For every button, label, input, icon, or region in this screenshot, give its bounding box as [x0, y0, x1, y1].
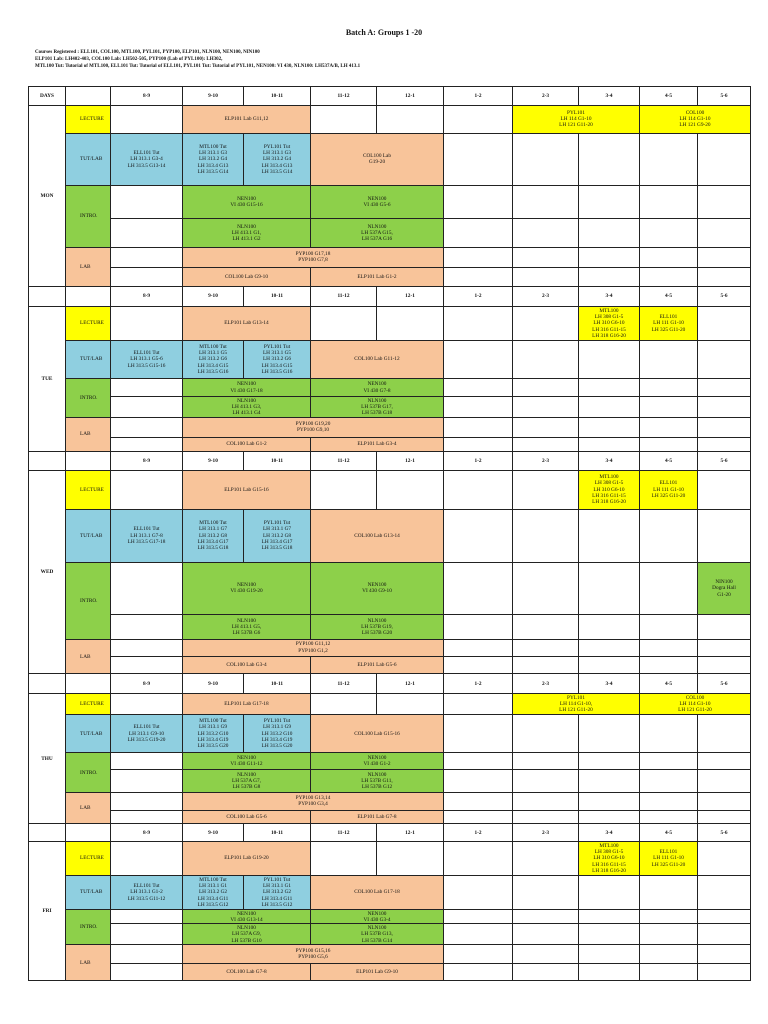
nln-cell: NLN100 LH 413.1 G3, LH 413.1 G4 [183, 397, 311, 418]
courses-registered-line: Courses Registered : ELL101, COL100, MTL100, PYL101, PYP100, ELP101, NLN100, NEN100, NIN100 [35, 50, 260, 55]
slot-header: 3-4 [579, 87, 640, 106]
slot-header: 1-2 [444, 87, 513, 106]
mtl-tut-cell: MTL100 Tut LH 313.1 G7 LH 313.2 G8 LH 313.4 G17 LH 313.5 G18 [183, 509, 244, 562]
lecture-cell: MTL100 LH 308 G1-5 LH 310 G6-10 LH 316 G11-15 LH 318 G16-20 [579, 471, 640, 510]
pyl-tut-cell: PYL101 Tut LH 313.1 G1 LH 313.2 G2 LH 313.4 G11 LH 313.5 G12 [244, 875, 311, 909]
lecture-cell: PYL101 LH 114 G1-10 LH 121 G11-20 [513, 105, 640, 133]
slot-header: 8-9 [111, 674, 183, 694]
day-label: MON [29, 105, 66, 286]
elp-lab-cell: ELP101 Lab G15-16 [183, 471, 311, 510]
nln-cell: NLN100 LH 413.1 G1, LH 413.1 G2 [183, 219, 311, 247]
nin-cell: NIN100 Dogra Hall G1-20 [698, 562, 751, 614]
lab-rooms-line: ELP101 Lab: LH402-403, COL100 Lab: LH502-505, PYP100 (Lab of PYL100): LH302, [35, 57, 223, 62]
slot-header: 11-12 [311, 87, 377, 106]
ell-tut-cell: ELL101 Tut LH 313.1 G7-8 LH 313.5 G17-18 [111, 509, 183, 562]
elp-lab-cell: ELP101 Lab G7-8 [311, 810, 444, 824]
lecture-cell: ELL101 LH 111 G1-10 LH 325 G11-20 [640, 471, 698, 510]
slot-header: 2-3 [513, 452, 579, 471]
ell-tut-cell: ELL101 Tut LH 313.1 G9-10 LH 313.5 G19-20 [111, 714, 183, 753]
slot-header: 11-12 [311, 287, 377, 307]
elp-lab-cell: ELP101 Lab G1-2 [311, 268, 444, 287]
intro-label: INTRO. [66, 186, 111, 248]
slot-header: 3-4 [579, 287, 640, 307]
lecture-label: LECTURE [66, 694, 111, 715]
nen-cell: NEN100 VI 430 G11-12 [183, 753, 311, 770]
tut-lab-label: TUT/LAB [66, 875, 111, 909]
elp-lab-cell: ELP101 Lab G11,12 [183, 105, 311, 133]
col-lab-cell: COL100 Lab G11-12 [311, 340, 444, 379]
col-lab-cell: COL100 Lab G3-4 [183, 656, 311, 674]
col-lab-cell: COL100 Lab G13-14 [311, 509, 444, 562]
slot-header: 4-5 [640, 824, 698, 842]
lab-label: LAB [66, 639, 111, 673]
elp-lab-cell: ELP101 Lab G5-6 [311, 656, 444, 674]
nln-cell: NLN100 LH 537B G17, LH 537B G18 [311, 397, 444, 418]
slot-header: 10-11 [244, 287, 311, 307]
lecture-cell: COL100 LH 114 G1-10 LH 121 G11-20 [640, 694, 751, 715]
elp-lab-cell: ELP101 Lab G9-10 [311, 964, 444, 981]
slot-header: 12-1 [377, 674, 444, 694]
lecture-cell: MTL100 LH 308 G1-5 LH 310 G6-10 LH 316 G11-15 LH 318 G16-20 [579, 842, 640, 876]
slot-header: 10-11 [244, 674, 311, 694]
slot-header: 2-3 [513, 824, 579, 842]
lab-label: LAB [66, 417, 111, 451]
slot-header: 9-10 [183, 452, 244, 471]
pyp-lab-cell: PYP100 G13,14 PYP100 G3,4 [183, 793, 444, 811]
nen-cell: NEN100 VI 430 G13-14 [183, 910, 311, 924]
slot-header: 9-10 [183, 674, 244, 694]
nen-cell: NEN100 VI 430 G17-18 [183, 379, 311, 397]
tutorial-rooms-line: MTL100 Tut: Tutorial of MTL100, ELL101 Tut: Tutorial of ELL101, PYL101 Tut: Tutorial of PYL101, NEN100: VI 430, NLN100: LH537A/B, LH 413.1 [35, 64, 361, 69]
slot-header: 1-2 [444, 824, 513, 842]
slot-header: 4-5 [640, 287, 698, 307]
slot-header: 8-9 [111, 452, 183, 471]
nen-cell: NEN100 VI 430 G3-4 [311, 910, 444, 924]
intro-label: INTRO. [66, 910, 111, 945]
slot-header: 9-10 [183, 287, 244, 307]
slot-header: 10-11 [244, 824, 311, 842]
days-header: DAYS [29, 87, 66, 106]
pyl-tut-cell: PYL101 Tut LH 313.1 G7 LH 313.2 G8 LH 313.4 G17 LH 313.5 G18 [244, 509, 311, 562]
nen-cell: NEN100 VI 430 G5-6 [311, 186, 444, 219]
slot-header: 2-3 [513, 674, 579, 694]
lecture-label: LECTURE [66, 306, 111, 340]
nln-cell: NLN100 LH 537B G11, LH 537B G12 [311, 770, 444, 793]
slot-header: 3-4 [579, 824, 640, 842]
slot-header: 5-6 [698, 452, 751, 471]
tut-lab-label: TUT/LAB [66, 509, 111, 562]
col-lab-cell: COL100 Lab G15-16 [311, 714, 444, 753]
nln-cell: NLN100 LH 537A G9, LH 537B G10 [183, 924, 311, 945]
slot-header: 3-4 [579, 452, 640, 471]
nen-cell: NEN100 VI 430 G19-20 [183, 562, 311, 614]
slot-header: 11-12 [311, 824, 377, 842]
mtl-tut-cell: MTL100 Tut LH 313.1 G5 LH 313.2 G6 LH 313.4 G15 LH 313.5 G16 [183, 340, 244, 379]
slot-header: 1-2 [444, 287, 513, 307]
slot-header: 8-9 [111, 824, 183, 842]
col-lab-cell: COL100 Lab G1-2 [183, 437, 311, 452]
lecture-cell: ELL101 LH 111 G1-10 LH 325 G11-20 [640, 842, 698, 876]
slot-header: 4-5 [640, 452, 698, 471]
nen-cell: NEN100 VI 430 G1-2 [311, 753, 444, 770]
slot-header: 2-3 [513, 87, 579, 106]
lab-label: LAB [66, 247, 111, 287]
mtl-tut-cell: MTL100 Tut LH 313.1 G3 LH 313.2 G4 LH 313.4 G13 LH 313.5 G14 [183, 133, 244, 185]
slot-header: 8-9 [111, 87, 183, 106]
pyp-lab-cell: PYP100 G17,18 PYP100 G7,8 [183, 247, 444, 268]
elp-lab-cell: ELP101 Lab G13-14 [183, 306, 311, 340]
slot-header: 5-6 [698, 287, 751, 307]
slot-header: 10-11 [244, 87, 311, 106]
slot-header: 8-9 [111, 287, 183, 307]
slot-header: 9-10 [183, 87, 244, 106]
lecture-label: LECTURE [66, 105, 111, 133]
col-lab-cell: COL100 Lab G17-18 [311, 875, 444, 909]
day-label: TUE [29, 306, 66, 451]
pyl-tut-cell: PYL101 Tut LH 313.1 G5 LH 313.2 G6 LH 313.4 G15 LH 313.5 G16 [244, 340, 311, 379]
col-lab-cell: COL100 Lab G5-6 [183, 810, 311, 824]
slot-header: 5-6 [698, 824, 751, 842]
tut-lab-label: TUT/LAB [66, 340, 111, 379]
slot-header: 10-11 [244, 452, 311, 471]
lab-label: LAB [66, 945, 111, 981]
pyp-lab-cell: PYP100 G15,16 PYP100 G5,6 [183, 945, 444, 964]
lab-label: LAB [66, 793, 111, 824]
nen-cell: NEN100 VI 430 G7-8 [311, 379, 444, 397]
ell-tut-cell: ELL101 Tut LH 313.1 G1-2 LH 313.5 G11-12 [111, 875, 183, 909]
tut-lab-label: TUT/LAB [66, 714, 111, 753]
pyp-lab-cell: PYP100 G19,20 PYP100 G9,10 [183, 417, 444, 437]
pyl-tut-cell: PYL101 Tut LH 313.1 G9 LH 313.2 G10 LH 313.4 G19 LH 313.5 G20 [244, 714, 311, 753]
elp-lab-cell: ELP101 Lab G17-18 [183, 694, 311, 715]
day-label: FRI [29, 842, 66, 981]
pyp-lab-cell: PYP100 G11,12 PYP100 G1,2 [183, 639, 444, 656]
slot-header: 12-1 [377, 87, 444, 106]
intro-label: INTRO. [66, 753, 111, 793]
mtl-tut-cell: MTL100 Tut LH 313.1 G9 LH 313.2 G10 LH 313.4 G19 LH 313.5 G20 [183, 714, 244, 753]
slot-header: 9-10 [183, 824, 244, 842]
slot-header: 12-1 [377, 287, 444, 307]
timetable [28, 86, 751, 981]
slot-header: 4-5 [640, 674, 698, 694]
slot-header: 4-5 [640, 87, 698, 106]
lecture-cell: MTL100 LH 308 G1-5 LH 310 G6-10 LH 316 G11-15 LH 318 G16-20 [579, 306, 640, 340]
lecture-cell: PYL101 LH 114 G1-10, LH 121 G11-20 [513, 694, 640, 715]
slot-header: 12-1 [377, 452, 444, 471]
slot-header: 5-6 [698, 674, 751, 694]
page-title: Batch A: Groups 1 -20 [345, 28, 423, 37]
col-lab-cell: COL100 Lab G19-20 [311, 133, 444, 185]
mtl-tut-cell: MTL100 Tut LH 313.1 G1 LH 313.2 G2 LH 313.4 G11 LH 313.5 G12 [183, 875, 244, 909]
slot-header: 2-3 [513, 287, 579, 307]
day-label: THU [29, 694, 66, 824]
day-label: WED [29, 471, 66, 674]
intro-label: INTRO. [66, 379, 111, 418]
ell-tut-cell: ELL101 Tut LH 313.1 G5-6 LH 313.5 G15-16 [111, 340, 183, 379]
col-lab-cell: COL100 Lab G9-10 [183, 268, 311, 287]
slot-header: 11-12 [311, 674, 377, 694]
tut-lab-label: TUT/LAB [66, 133, 111, 185]
nln-cell: NLN100 LH 537A G15, LH 537A G16 [311, 219, 444, 247]
lecture-cell: COL100 LH 114 G1-10 LH 121 G9-20 [640, 105, 751, 133]
slot-header: 5-6 [698, 87, 751, 106]
nln-cell: NLN100 LH 537B G19, LH 537B G20 [311, 614, 444, 639]
slot-header: 1-2 [444, 674, 513, 694]
intro-label: INTRO. [66, 562, 111, 639]
elp-lab-cell: ELP101 Lab G3-4 [311, 437, 444, 452]
slot-header: 3-4 [579, 674, 640, 694]
slot-header: 12-1 [377, 824, 444, 842]
nen-cell: NEN100 VI 430 G15-16 [183, 186, 311, 219]
nln-cell: NLN100 LH 537B G13, LH 537B G14 [311, 924, 444, 945]
elp-lab-cell: ELP101 Lab G19-20 [183, 842, 311, 876]
nln-cell: NLN100 LH 413.1 G5, LH 537B G6 [183, 614, 311, 639]
col-lab-cell: COL100 Lab G7-8 [183, 964, 311, 981]
nln-cell: NLN100 LH 537A G7, LH 537B G8 [183, 770, 311, 793]
nen-cell: NEN100 VI 430 G9-10 [311, 562, 444, 614]
slot-header: 11-12 [311, 452, 377, 471]
slot-header: 1-2 [444, 452, 513, 471]
lecture-label: LECTURE [66, 471, 111, 510]
lecture-label: LECTURE [66, 842, 111, 876]
ell-tut-cell: ELL101 Tut LH 313.1 G3-4 LH 313.5 G13-14 [111, 133, 183, 185]
pyl-tut-cell: PYL101 Tut LH 313.1 G3 LH 313.2 G4 LH 313.4 G13 LH 313.5 G14 [244, 133, 311, 185]
lecture-cell: ELL101 LH 111 G1-10 LH 325 G11-20 [640, 306, 698, 340]
